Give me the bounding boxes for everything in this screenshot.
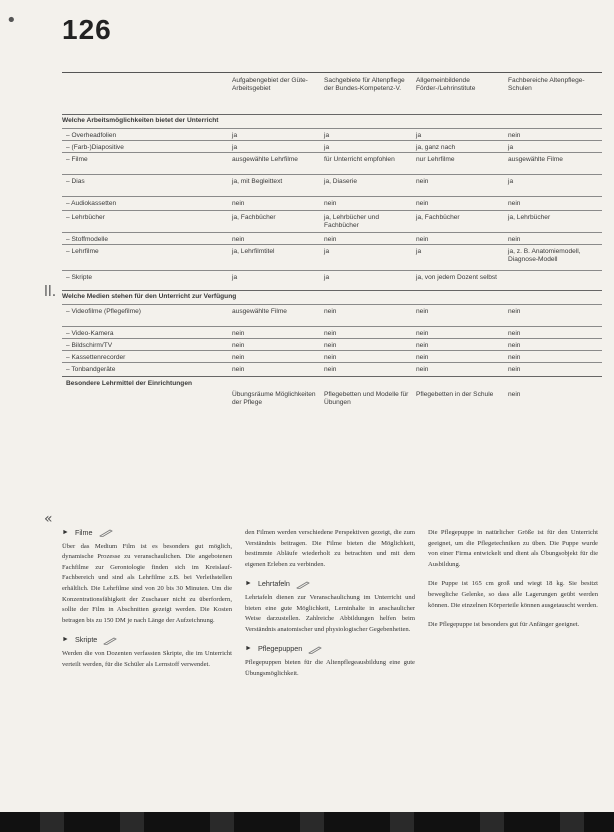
table-cell: nein [508, 342, 521, 349]
heading-text: Lehrtafeln [257, 579, 290, 589]
table-cell: ja [508, 178, 514, 185]
row-label: – (Farb-)Diapositive [66, 144, 124, 151]
table-cell: nein [508, 200, 521, 207]
table-cell: ja [324, 144, 330, 151]
table-cell: ja [324, 248, 330, 255]
paragraph: Pflegepuppen bieten für die Altenpflegeausbildung eine gute Übungsmöglichkeit. [245, 658, 415, 677]
section-heading [62, 528, 232, 539]
table-cell: nein [508, 354, 521, 361]
heading-text: Skripte [74, 635, 98, 645]
comparison-table [62, 72, 602, 514]
table-cell: nein [324, 308, 337, 315]
table-cell: nein [508, 236, 521, 243]
table-cell: nein [508, 308, 521, 315]
table-row [62, 270, 602, 291]
row-label: – Skripte [66, 274, 93, 281]
table-cell: ausgewählte Lehrfilme [232, 156, 298, 163]
table-cell: ja [324, 274, 330, 281]
table-cell: nein [232, 200, 245, 207]
table-row [62, 362, 602, 375]
pencil-icon [99, 529, 113, 537]
footer-cell: Pflegebetten und Modelle für Übungen [324, 391, 409, 406]
table-cell: nein [416, 178, 429, 185]
row-label: – Tonbandgeräte [66, 366, 116, 373]
table-cell: nein [232, 366, 245, 373]
text-column-3 [428, 528, 598, 640]
table-cell: nein [416, 330, 429, 337]
footer-cell: Übungsräume Möglichkeiten der Pflege [232, 391, 316, 406]
footer-cell: Pflegebetten in der Schule [416, 391, 494, 398]
table-cell: nein [232, 236, 245, 243]
margin-mark: ll. [44, 284, 57, 300]
pencil-icon [103, 637, 117, 645]
heading-text: Filme [74, 528, 93, 537]
table-cell: nein [416, 342, 429, 349]
table-cell: ja [324, 132, 330, 139]
table-row [62, 152, 602, 175]
table-cell: nein [324, 200, 337, 207]
margin-mark: « [44, 511, 53, 527]
table-cell: ja [508, 144, 514, 151]
section-heading: Welche Medien stehen für den Unterricht zur Verfügung [62, 290, 602, 304]
row-label: – Kassettenrecorder [66, 354, 126, 361]
page-number: 126 [62, 14, 112, 45]
table-cell: ja, ganz nach [416, 144, 456, 151]
table-row [62, 210, 602, 233]
table-cell: nein [324, 354, 337, 361]
table-cell: ja, z. B. Anatomiemodell, Diagnose-Modell [508, 248, 581, 263]
table-cell: nein [416, 366, 429, 373]
column-header: Aufgabengebiet der Güte-Arbeitsgebiet [232, 77, 308, 92]
table-cell: ja, Lehrbücher [508, 214, 551, 221]
table-cell: ja [232, 274, 238, 281]
text-column-2 [245, 528, 415, 688]
margin-marks [0, 0, 56, 832]
row-label: – Lehrbücher [66, 214, 105, 221]
bullet-icon: ► [245, 580, 252, 588]
table-row [62, 244, 602, 271]
table-row [62, 174, 602, 197]
table-cell: ja, Fachbücher [232, 214, 276, 221]
paragraph: Die Pflegepuppe in natürlicher Größe ist für den Unterricht geeignet, um die Pflegetechniken zu üben. Die Puppe wurde von einer Firma entwickelt und dient als Übungsobjekt für die Ausbildung. [428, 529, 598, 568]
row-label: – Video-Kamera [66, 330, 114, 337]
paragraph: Die Puppe ist 165 cm groß und wiegt 18 kg. Sie besitzt bewegliche Gelenke, so dass alle Lagerungen geübt werden können. Die einzelnen Körperteile können ausgetauscht werden. [428, 580, 598, 609]
table-cell: nein [324, 366, 337, 373]
table-cell: nein [324, 330, 337, 337]
column-header: Allgemeinbildende Förder-/Lehrinstitute [416, 77, 476, 92]
table-cell: ja, Lehrfilmtitel [232, 248, 275, 255]
row-label: – Audiokassetten [66, 200, 117, 207]
column-header: Sachgebiete für Altenpflege der Bundes-Kompetenz-V. [324, 77, 405, 92]
bullet-icon: ► [62, 636, 69, 644]
paragraph: Lehrtafeln dienen zur Veranschaulichung im Unterricht und bieten eine gute Möglichkeit, Lerninhalte in anschaulicher Weise darzustellen. Zahlreiche Abbildungen helfen beim Verständnis anatomischer und physiologischer Gegebenheiten. [245, 593, 415, 633]
paragraph: den Filmen werden verschiedene Perspektiven gezeigt, die zum Verständnis beitragen. Die Filme bieten die Möglichkeit, bestimmte Abläufe wiederholt zu betrachten und mit dem eigenen Erleben zu verbinden. [245, 529, 415, 568]
footer-title: Besondere Lehrmittel der Einrichtungen [66, 380, 193, 387]
table-footer [62, 376, 602, 423]
table-row [62, 196, 602, 211]
section-heading: Welche Arbeitsmöglichkeiten bietet der Unterricht [62, 114, 602, 128]
row-label: – Lehrfilme [66, 248, 99, 255]
pencil-icon [308, 646, 322, 654]
table-cell: nein [416, 354, 429, 361]
footer-cell: nein [508, 391, 521, 398]
scan-bottom-edge [0, 812, 614, 832]
table-cell: ja [416, 132, 422, 139]
paragraph: Über das Medium Film ist es besonders gut möglich, dynamische Prozesse zu veranschaulichen. Die angebotenen Fachfilme zur Gerontologie finden sich im Kreislauf-Fachbereich und sind als Lehrfilme z.B. bei Verleihstellen erhältlich. Die Lehrfilme sind von 20 bis 30 Minuten. Um die Konzentrationsfähigkeit der Zuschauer nicht zu überfordern, sollte der Film in Abschnitten gezeigt werden. Die Kosten betragen bis zu 150 DM je nach Länge der Aufzeichnung. [62, 542, 232, 624]
table-cell: ausgewählte Filme [508, 156, 563, 163]
table-row [62, 304, 602, 327]
table-cell: nein [416, 236, 429, 243]
column-header: Fachbereiche Altenpflege-Schulen [508, 77, 585, 92]
section-heading [62, 635, 232, 646]
section-heading [245, 579, 415, 590]
table-cell: ja, Lehrbücher und Fachbücher [324, 214, 379, 229]
row-label: – Overheadfolien [66, 132, 117, 139]
table-cell: für Unterricht empfohlen [324, 156, 395, 163]
paragraph: Werden die von Dozenten verfassten Skripte, die im Unterricht verteilt werden, für die Schüler als Lernstoff verwendet. [62, 649, 232, 668]
table-cell: nein [508, 132, 521, 139]
paragraph: Die Pflegepuppe ist besonders gut für Anfänger geeignet. [428, 621, 580, 629]
table-cell: nein [324, 342, 337, 349]
table-cell: nein [416, 200, 429, 207]
table-cell: ja [416, 248, 422, 255]
table-cell: nein [232, 342, 245, 349]
margin-mark: • [6, 10, 17, 31]
table-cell: ja, Diaserie [324, 178, 357, 185]
row-label: – Videofilme (Pflegefilme) [66, 308, 142, 315]
table-cell: ja, mit Begleittext [232, 178, 283, 185]
table-cell: nein [232, 330, 245, 337]
table-cell: nur Lehrfilme [416, 156, 455, 163]
table-cell: ja, Fachbücher [416, 214, 460, 221]
table-cell: nein [324, 236, 337, 243]
table-cell: nein [508, 366, 521, 373]
row-label: – Filme [66, 156, 88, 163]
table-header [62, 72, 602, 113]
text-column-1 [62, 528, 232, 679]
table-cell: ja [232, 144, 238, 151]
row-label: – Stoffmodelle [66, 236, 109, 243]
section-heading [245, 644, 415, 655]
table-cell: ausgewählte Filme [232, 308, 287, 315]
table-cell: nein [508, 330, 521, 337]
bullet-icon: ► [245, 645, 252, 653]
row-label: – Dias [66, 178, 85, 185]
row-label: – Bildschirm/TV [66, 342, 113, 349]
bullet-icon: ► [62, 529, 69, 536]
heading-text: Pflegepuppen [257, 644, 303, 654]
pencil-icon [296, 581, 310, 589]
table-cell: ja, von jedem Dozent selbst [416, 274, 497, 281]
body-text [62, 528, 602, 832]
table-cell: nein [416, 308, 429, 315]
table-cell: nein [232, 354, 245, 361]
table-cell: ja [232, 132, 238, 139]
